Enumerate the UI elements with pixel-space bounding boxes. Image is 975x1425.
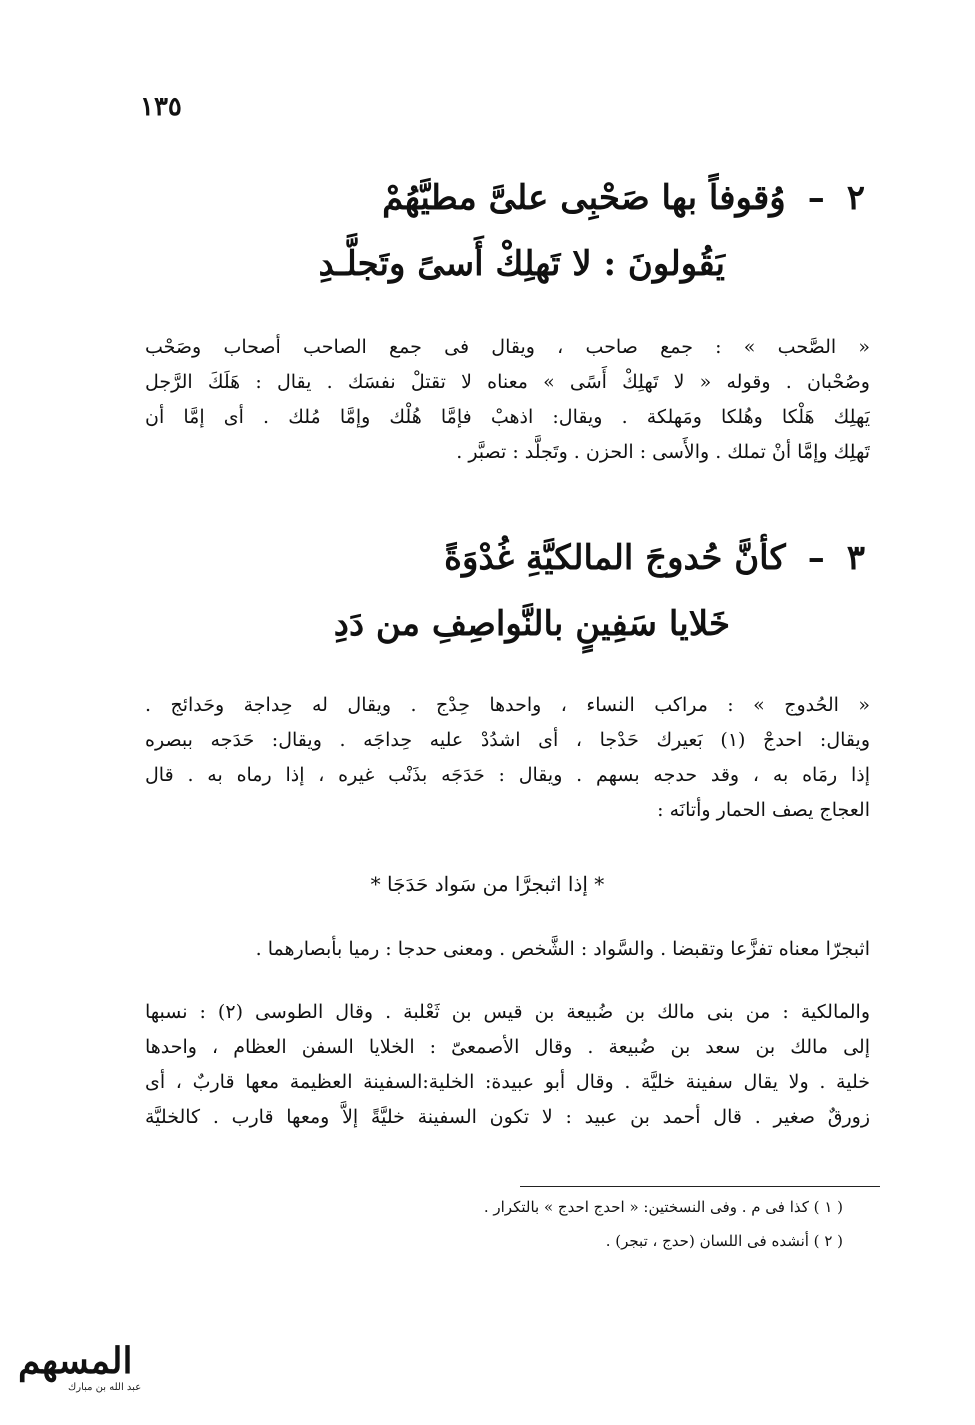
commentary-line: العجاج يصف الحمار وأتانَه : [657,799,870,821]
verse-2-hemistich-1: وُقوفاً بها صَحْبِى علىَّ مطيَّهُمْ [382,178,786,218]
explanation-line: اثبجرّا معناه تفزَّعا وتقبضا . والسَّواد : الشَّخص . ومعنى حدجا : رميا بأبصارهما . [255,938,870,960]
verse-2-hemistich-2: يَقُولونَ : لا تَهلِكْ أَسىً وتَجلَّـدِ [318,244,725,284]
commentary-line: والمالكية : من بنى مالك بن ضُبيعة بن قيس بن ثَعْلبة . وقال الطوسى (٢) : نسبها [145,1001,870,1023]
commentary-maalikiyya [145,995,870,1135]
verse-2-number: ٢ [846,178,865,218]
verse-3-line-1 [444,538,865,578]
page-number: ١٣٥ [140,92,182,122]
commentary-line: يَهلِك هَلْكا وهُلكا ومَهلكة . ويقال: اذهبْ فإمَّا هُلْك وإمَّا مُلك . أى إمَّا أن [145,406,870,428]
verse-3-hemistich-1: كأنَّ حُدوجَ المالكيَّةِ غُدْوَةً [444,538,786,578]
verse-3-number: ٣ [846,538,865,578]
commentary-line: زورقٌ صغير . قال أحمد بن عبيد : لا تكون السفينة خليَّةً إلاَّ ومعها قارب . كالخليَّة [145,1106,870,1128]
verse-3-hemistich-2: خَلايا سَفِينٍ بالنَّواصِفِ من دَدِ [333,604,730,644]
explanation [145,932,870,967]
watermark-logo [8,1340,148,1410]
commentary-verse-3 [145,688,870,828]
commentary-verse-2 [145,330,870,470]
verse-2-dash: – [807,178,825,218]
commentary-line: إذا رمَاه به ، وقد حدجه بسهم . ويقال : حَدَجَه بذَنْب غيره ، إذا رماه به . قال [145,764,870,786]
commentary-line: إلى مالك بن سعد بن ضُبيعة . وقال الأصمعىّ : الخلايا السفن العظام ، واحدها [145,1036,870,1058]
commentary-line: ويقال: احدجْ (١) بَعيرك حَدْجا ، أى اشدُدْ عليه حِداجَه . ويقال: حَدَجه ببصره [145,729,870,751]
commentary-line: « الصَّحب » : جمع صاحب ، ويقال فى جمع الصاحب أصحاب وصَحْب [145,336,870,358]
commentary-line: « الحُدوج » : مراكب النساء ، واحدها حِدْج . ويقال له حِداجة وحَدائج . [145,694,870,716]
watermark-main-text: المسهم [18,1340,133,1382]
footnote-2: ( ٢ ) أنشده فى اللسان (حدج ، تبجر) . [605,1232,843,1250]
footnote-divider [520,1186,880,1187]
footnote-1: ( ١ ) كذا فى م . وفى النسختين: « احدج احدج » بالتكرار . [483,1198,843,1216]
commentary-line: وصُحْبان . وقوله « لا تَهلِكْ أَسًى » معناه لا تقتلْ نفسَك . يقال : هَلَكَ الرَّجل [145,371,870,393]
commentary-line: خلية . ولا يقال سفينة خليَّة . وقال أبو عبيدة: الخلية:السفينة العظيمة معها قاربٌ ، أى [145,1071,870,1093]
verse-2-line-1 [382,178,865,218]
commentary-line: تَهلِك وإمَّا أنْ تملك . والأَسى : الحزن . وتَجلَّد : تصبَّر . [456,441,870,463]
verse-3-dash: – [807,538,825,578]
quoted-verse: * إذا اثبجرَّا من سَواد حَدَجَا * [370,872,605,896]
watermark-sub-text: عبد الله بن مبارك [68,1382,142,1393]
